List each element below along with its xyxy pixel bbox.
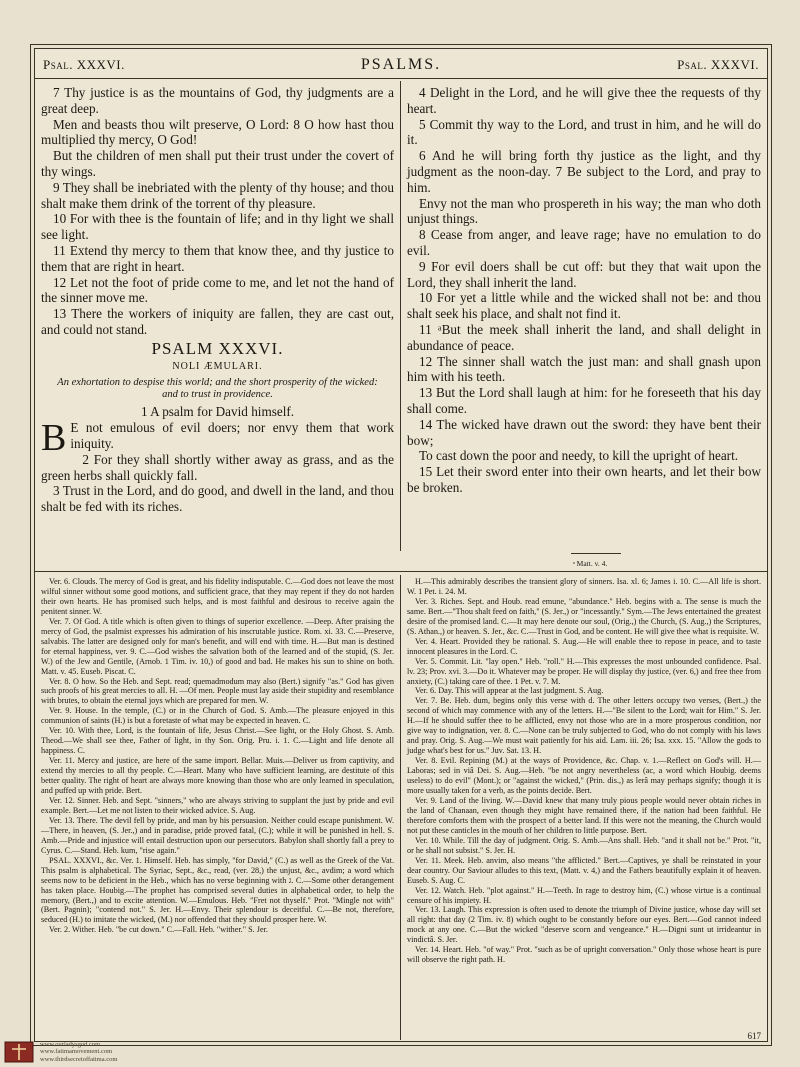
commentary-note: Ver. 14. Heart. Heb. "of way." Prot. "such as be of upright conversation." Only those whose heart is pure will observe the right path. H.: [407, 945, 761, 965]
verse: 4 Delight in the Lord, and he will give thee the requests of thy heart.: [407, 85, 761, 116]
commentary-note: H.—This admirably describes the transient glory of sinners. Isa. xl. 6; James i. 10. C.—All life is short. W. 1 Pet. i. 24. M.: [407, 577, 761, 596]
commentary-note: Ver. 10. With thee, Lord, is the fountain of life, Jesus Christ.—See light, or the Holy Ghost. S. Amb. Theod.—We shall see thee, Father of light, in thy Son. Orig. Pru. i. 1. C.—Light and life denote all happiness. C.: [41, 726, 394, 756]
psalm-dedication: 1 A psalm for David himself.: [140, 404, 295, 420]
commentary-note: Ver. 13. There. The devil fell by pride, and man by his persuasion. Neither could escape punishment. W.—There, in heaven, (S. Jer.,) and in paradise, pride proved fatal, (C.); while it will be punished in hell. S. Amb.—Pride and injustice will entail destruction upon our persecutors. Babylon shall shortly fall a prey to Cyrus. C.—Stand. Heb. kum, "rise again.": [41, 815, 394, 855]
verse: 9 For evil doers shall be cut off: but they that wait upon the Lord, they shall inherit the land.: [407, 258, 761, 290]
verse: 14 The wicked have drawn out the sword: they have bent their bow;: [407, 416, 761, 448]
commentary-left-column: [35, 575, 401, 1040]
watermark-line: www.ourladysgod.com: [40, 1040, 101, 1048]
commentary-note: Ver. 3. Riches. Sept. and Houb. read emune, "abundance." Heb. begins with a. The sense is much the same. Bert.—"Thou shalt feed on faith," (S. Jer.,) or "incessantly." Sym.—The Jews entertained the greatest desire of the promised land. C.—It may here denote our soul, (Orig.,) the Church, (S. Aug.,) the Scriptures, (S. Athan.,) or heaven. S. Jer., &c. C.—Trust in God, and be content. He will give thee what is requisite. W.: [407, 596, 761, 636]
verse: 11 Extend thy mercy to them that know thee, and thy justice to them that are right in heart.: [41, 242, 394, 274]
verse: Men and beasts thou wilt preserve, O Lord: 8 O how hast thou multiplied thy mercy, O God!: [41, 116, 394, 148]
verse: To cast down the poor and needy, to kill the upright of heart.: [419, 448, 739, 464]
header-title: PSALMS.: [360, 55, 442, 73]
commentary-note: Ver. 4. Heart. Provided they be rational. S. Aug.—He will enable thee to repose in peace, and to taste innocent pleasures in the Lord. C.: [407, 636, 761, 656]
commentary-note: Ver. 9. House. In the temple, (C.) or in the Church of God. S. Amb.—The pleasure enjoyed in this communion of saints (H.) is but a foretaste of what may be expected in heaven. C.: [41, 706, 394, 726]
commentary-note: Ver. 5. Commit. Lit. "lay open." Heb. "roll." H.—This expresses the most unbounded confidence. Psal. lv. 23; Prov. xvi. 3.—Do it. Whatever may be proper. He will display thy justice, (ver. 6,) and free thee from anxiety, (C.) taking care of thee. 1 Pet. v. 7. M.: [407, 656, 761, 686]
commentary: [35, 575, 767, 1040]
scripture-right-column: [401, 81, 767, 551]
verse: 8 Cease from anger, and leave rage; have no emulation to do evil.: [407, 227, 761, 258]
verse: 12 The sinner shall watch the just man: and shall gnash upon him with his teeth.: [407, 353, 761, 385]
commentary-note: Ver. 8. O how. So the Heb. and Sept. read; quemadmodum may also (Bert.) signify "as." God has given such proofs of his great mercies to all. H. —Of men. People must lay aside their stupidity and resemblance with brutes, to obtain the eternal joys which are prepared for men. W.: [41, 676, 394, 706]
commentary-note: Ver. 9. Land of the living. W.—David knew that many truly pious people would never obtain riches in the land of Chanaan, even though they might have remained there, if the nation had been faithful. He therefore comforts them with the prospect of a better land. If this were not the meaning, the Church would not put these canticles in the mouth of her children to little purpose. Bert.: [407, 795, 761, 835]
header-right: Psal. XXXVI.: [677, 56, 759, 72]
verse: 11 ᵃBut the meek shall inherit the land, and shall delight in abundance of peace.: [407, 321, 761, 353]
psalm-title: PSALM XXXVI.: [151, 338, 284, 358]
verse: 15 Let their sword enter into their own hearts, and let their bow be broken.: [407, 464, 761, 495]
commentary-note: Ver. 13. Laugh. This expression is often used to denote the triumph of Divine justice, whose day will set all right: that day (2 Tim. iv. 8) which ought to be constantly before our eyes. Bert.—God cannot indeed mock at any one. C.—But the wicked "deserve scorn and vengeance." H.—Digni sunt ut irrideantur in vindictâ. S. Jer.: [407, 905, 761, 945]
verse: 13 There the workers of iniquity are fallen, they are cast out, and could not stand.: [41, 306, 394, 337]
commentary-note: Ver. 8. Evil. Repining (M.) at the ways of Providence, &c. Chap. v. 1.—Reflect on God's will. H.—Laboras; sed in viâ Dei. S. Aug.—Heb. "be not angry nevertheless (ac, a word which Houbig. deems useless) to do evil" (Mont.); or "against the wicked," (Prin. dis.,) as lerâ may perhaps signify; though it is more usually taken for a verb, as the points decide. Bert.: [407, 756, 761, 796]
commentary-note: Ver. 2. Wither. Heb. "be cut down." C.—Fall. Heb. "wither." S. Jer.: [49, 925, 268, 935]
header-left: Psal. XXXVI.: [43, 56, 125, 72]
crest-icon: [4, 1041, 34, 1063]
scripture-columns: [35, 81, 767, 551]
verse-with-dropcap: [41, 417, 394, 460]
commentary-note: Ver. 10. While. Till the day of judgment. Orig. S. Amb.—Ans shall. Heb. "and it shall not be." Prot. "it, or he shall not subsist." S. Jer. H.: [407, 835, 761, 855]
commentary-note: Ver. 12. Watch. Heb. "plot against." H.—Teeth. In rage to destroy him, (C.) whose virtue is a continual censure of his impiety. H.: [407, 885, 761, 905]
commentary-note: Ver. 12. Sinner. Heb. and Sept. "sinners," who are always striving to supplant the just by pride and evil example. Bert.—Let me not listen to their wicked advice. S. Aug.: [41, 795, 394, 815]
verse: 10 For with thee is the fountain of life; and in thy light we shall see light.: [41, 211, 394, 243]
verse: 6 And he will bring forth thy justice as the light, and thy judgment as the noon-day. 7 Be subject to the Lord, and pray to him.: [407, 148, 761, 195]
watermark: [40, 1041, 117, 1064]
footnote-divider: [571, 553, 621, 554]
commentary-right-column: [401, 575, 767, 1040]
scripture-left-column: [35, 81, 401, 551]
verse: But the children of men shall put their trust under the covert of thy wings.: [41, 148, 394, 179]
running-head: [35, 51, 767, 79]
commentary-note: Ver. 6. Day. This will appear at the last judgment. S. Aug.: [415, 686, 604, 696]
footnote: ᵃ Matt. v. 4.: [572, 559, 608, 568]
commentary-note: Ver. 7. Of God. A title which is often given to things of superior excellence. —Deep. After praising the mercy of God, the psalmist expresses his admiration of his inscrutable justice. Rom. xi. 33. C.—Preserve, salvabis. The latter are designed only for man's benefit, and will end with time. H.—But man is destined for eternal happiness, ver. 9. C.—God wishes the salvation both of the learned and of the stupid, (S. Jer. W.) of the Jew and Gentile, (Arnob. 1 Tim. iv. 10,) of good and bad. He makes his sun to shine on both. Matt. v. 45. Euseb. Piscat. C.: [41, 616, 394, 676]
watermark-line: www.fatimamovement.com: [40, 1048, 113, 1055]
commentary-note: Ver. 11. Meek. Heb. anvim, also means "the afflicted." Bert.—Captives, ye shall be reinstated in your dear country. Our Saviour alludes to this text, (Matt. v. 4,) and the Fathers beautifully explain it of heaven. Euseb. S. Aug. C.: [407, 855, 761, 885]
drop-cap: B: [41, 417, 67, 460]
bible-page: [30, 44, 772, 1046]
page-number: 617: [747, 1031, 761, 1041]
verse: 10 For yet a little while and the wicked shall not be: and thou shalt seek his place, and shalt not find it.: [407, 290, 761, 322]
verse: 7 Thy justice is as the mountains of God, thy judgments are a great deep.: [41, 85, 394, 116]
psalm-subtitle: NOLI ÆMULARI.: [172, 360, 263, 372]
verse: 12 Let not the foot of pride come to me, and let not the hand of the sinner move me.: [41, 274, 394, 306]
verse-text: E not emulous of evil doers; nor envy them that work iniquity.: [70, 420, 394, 451]
commentary-divider: [35, 571, 767, 572]
verse: 5 Commit thy way to the Lord, and trust in him, and he will do it.: [407, 116, 761, 148]
verse: 2 For they shall shortly wither away as grass, and as the green herbs shall quickly fall.: [41, 451, 394, 483]
watermark-line: www.thirdsecretoffatima.com: [40, 1055, 118, 1063]
verse: 13 But the Lord shall laugh at him: for he foreseeth that his day shall come.: [407, 385, 761, 416]
verse: 9 They shall be inebriated with the plenty of thy house; and thou shalt make them drink of the torrent of thy pleasure.: [41, 179, 394, 211]
verse: Envy not the man who prospereth in his way; the man who doth unjust things.: [407, 195, 761, 227]
verse: 3 Trust in the Lord, and do good, and dwell in the land, and thou shalt be fed with its riches.: [41, 483, 394, 515]
commentary-note: Ver. 7. Be. Heb. dum, begins only this verse with d. The other letters occupy two verses, (Bert.,) the second of which may commence with any of the letters. H.—"Be silent to the Lord; wait for Him." S. Jer. H.—If he should suffer thee to be afflicted, envy not those who are in a more prosperous condition, nor give way to indignation, ver. 8. C.—None can be truly subjected to God, who do not comply with his laws and pray. Orig. S. Aug.—We must wait patiently for his aid. Lam. iii. 26; Isa. xxx. 15. "Allow the gods to judge what's best for us." Juv. Sat. 13. H.: [407, 696, 761, 756]
psalm-argument: An exhortation to despise this world; and the short prosperity of the wicked: and to trust in providence.: [57, 377, 378, 401]
commentary-note: PSAL. XXXVI., &c. Ver. 1. Himself. Heb. has simply, "for David," (C.) as well as the Greek of the Vat. This psalm is alphabetical. The Syriac, Sept., &c., read, (ver. 28,) the unjust, &c., avdim; a word which seems now to be deficient in the Heb., which has no verse beginning with ג. C.—Some other derangement has taken place. Houbig.—The prophet has comprised several duties in alphabetical order, to help the memory, (Bert.,) and to excite attention. W.—Emulous. Heb. "Fret not thyself." Prot. "Mingle not with" (Bert. Pagnin); "contend not." S. Jer. H.—Envy. Their splendour is deceitful. C.—Be not, therefore, seduced (H.) to imitate the wicked, (M.) nor offended that they should prosper here. W.: [41, 855, 395, 925]
commentary-note: Ver. 6. Clouds. The mercy of God is great, and his fidelity indisputable. C.—God does not leave the most wilful sinner without some good motions, and sufficient grace, that they may repent if they do not harden their own hearts. He has promised such helps, and is most faithful and desirous to receive again the penitent sinner. W.: [41, 577, 394, 616]
commentary-note: Ver. 11. Mercy and justice, are here of the same import. Bellar. Muis.—Deliver us from captivity, and extend thy mercies to all thy people. C.—Heart. Many who have sufficient learning, are destitute of this better quality. The right of heart are always more knowing than those who are only learned in speculation, and puffed up with pride. Bert.: [41, 756, 394, 796]
